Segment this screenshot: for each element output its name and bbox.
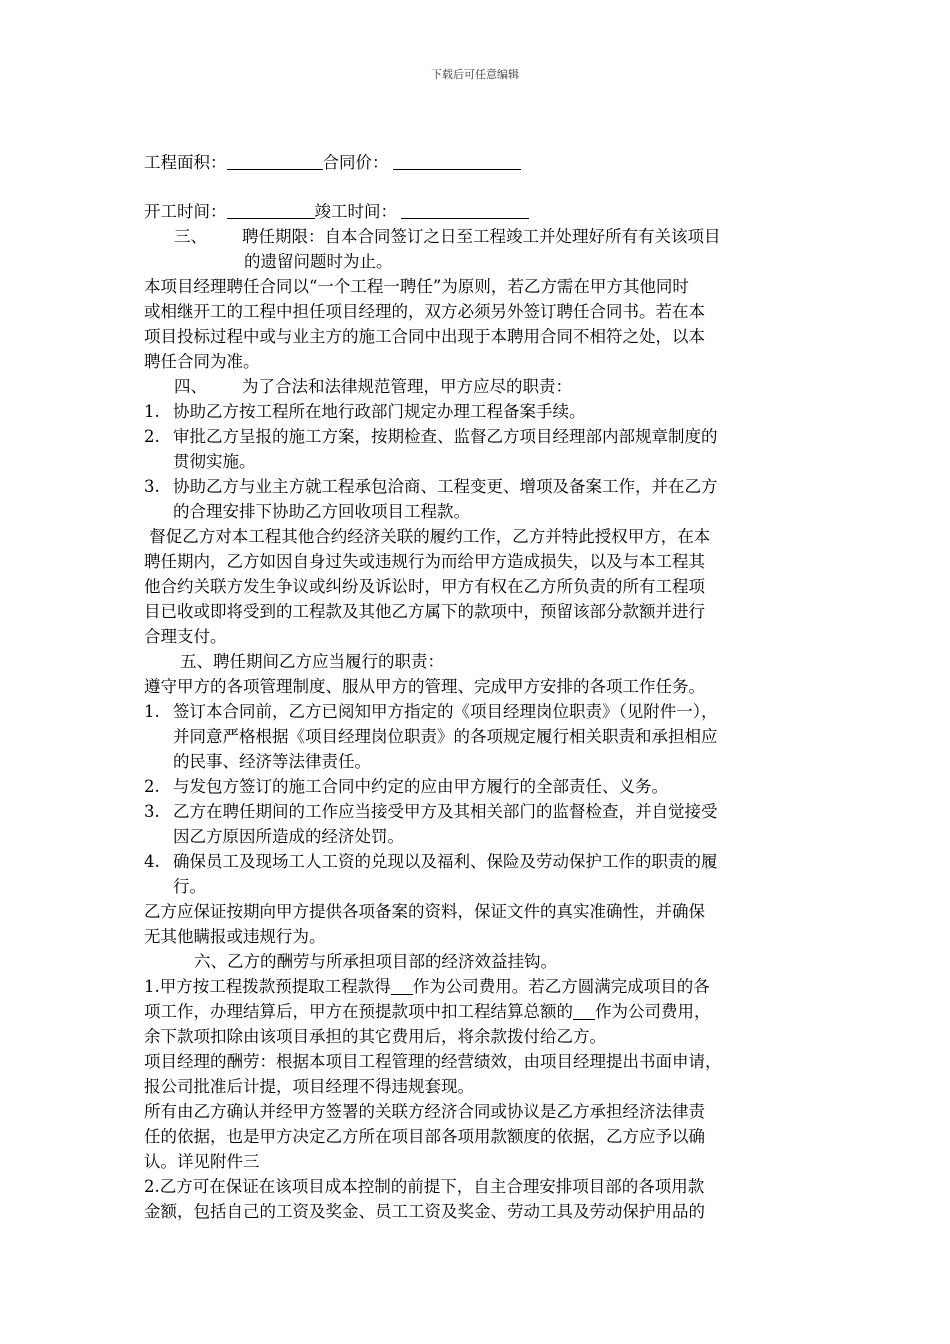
list-item-line: 的民事、经济等法律责任。 (173, 752, 371, 771)
paragraph-line: 聘任合同为准。 (144, 352, 260, 371)
paragraph-line (144, 974, 814, 999)
paragraph-line: 乙方应保证按期向甲方提供各项备案的资料，保证文件的真实准确性，并确保 (144, 902, 705, 921)
paragraph-line: 他合约关联方发生争议或纠纷及诉讼时，甲方有权在乙方所负责的所有工程项 (144, 577, 705, 596)
price-label: 合同价： (322, 153, 389, 172)
page-header: 下载后可任意编辑 (431, 68, 519, 81)
list-item-line: 贯彻实施。 (173, 452, 256, 471)
paragraph-line: 认。详见附件三 (144, 1152, 260, 1171)
list-number: 1. (144, 402, 160, 421)
list-item-line: 并同意严格根据《项目经理岗位职责》的各项规定履行相关职责和承担相应 (173, 727, 718, 746)
section-4-title: 为了合法和法律规范管理，甲方应尽的职责： (242, 377, 572, 396)
list-item (144, 774, 814, 799)
list-number: 4. (144, 852, 160, 871)
section-3-title-line-2: 的遗留问题时为止。 (244, 252, 393, 271)
list-number: 1. (144, 702, 160, 721)
section-3-title-line-1: 聘任期限：自本合同签订之日至工程竣工并处理好所有有关该项目 (242, 227, 721, 246)
text-run: 作为公司费用。若乙方圆满完成项目的各 (412, 977, 710, 996)
area-blank[interactable] (227, 151, 323, 170)
paragraph-line: 2.乙方可在保证在该项目成本控制的前提下，自主合理安排项目部的各项用款 (144, 1177, 705, 1196)
list-item (144, 424, 814, 474)
paragraph-line: 本项目经理聘任合同以“一个工程一聘任”为原则，若乙方需在甲方其他同时 (144, 277, 689, 296)
list-number: 3. (144, 477, 160, 496)
paragraph-line: 合理支付。 (144, 627, 227, 646)
paragraph-line: 项目投标过程中或与业主方的施工合同中出现于本聘用合同不相符之处，以本 (144, 327, 705, 346)
paragraph-line (144, 999, 814, 1024)
percent-blank-1[interactable] (391, 978, 413, 995)
area-label: 工程面积： (144, 153, 227, 172)
list-item-line: 的合理安排下协助乙方回收项目工程款。 (173, 502, 470, 521)
text-run: 1.甲方按工程拨款预提取工程款得 (144, 977, 391, 996)
list-item-line: 确保员工及现场工人工资的兑现以及福利、保险及劳动保护工作的职责的履 (173, 852, 718, 871)
list-item-line: 乙方在聘任期间的工作应当接受甲方及其相关部门的监督检查，并自觉接受 (173, 802, 718, 821)
price-blank[interactable] (393, 151, 521, 170)
paragraph-line: 无其他瞒报或违规行为。 (144, 927, 326, 946)
text-run: 作为公司费用， (595, 1002, 711, 1021)
paragraph-line: 任的依据，也是甲方决定乙方所在项目部各项用款额度的依据，乙方应予以确 (144, 1127, 705, 1146)
dates-line (144, 199, 814, 224)
section-3-heading (144, 224, 814, 249)
document-body (144, 150, 814, 1224)
list-number: 3. (144, 802, 160, 821)
list-item (144, 474, 814, 524)
paragraph-line: 聘任期内，乙方如因自身过失或违规行为而给甲方造成损失，以及与本工程其 (144, 552, 705, 571)
start-label: 开工时间： (144, 202, 227, 221)
list-item-line: 行。 (173, 877, 206, 896)
end-blank[interactable] (401, 200, 529, 219)
section-4-number: 四、 (174, 377, 207, 396)
paragraph-line: 或相继开工的工程中担任项目经理的，双方必须另外签订聘任合同书。若在本 (144, 302, 705, 321)
section-5-intro: 遵守甲方的各项管理制度、服从甲方的管理、完成甲方安排的各项工作任务。 (144, 677, 705, 696)
paragraph-line: 项目经理的酬劳：根据本项目工程管理的经营绩效，由项目经理提出书面申请， (144, 1052, 722, 1071)
area-price-line (144, 150, 814, 175)
section-6-heading: 六、乙方的酬劳与所承担项目部的经济效益挂钩。 (194, 952, 557, 971)
paragraph-line: 目已收或即将受到的工程款及其他乙方属下的款项中，预留该部分款额并进行 (144, 602, 705, 621)
paragraph-line: 报公司批准后计提，项目经理不得违规套现。 (144, 1077, 474, 1096)
list-number: 2. (144, 777, 160, 796)
paragraph-line: 余下款项扣除由该项目承担的其它费用后，将余款拨付给乙方。 (144, 1027, 606, 1046)
list-item-line: 因乙方原因所造成的经济处罚。 (173, 827, 404, 846)
start-blank[interactable] (227, 200, 315, 219)
list-number: 2. (144, 427, 160, 446)
list-item (144, 799, 814, 849)
end-label: 竣工时间： (314, 202, 397, 221)
section-5-heading: 五、聘任期间乙方应当履行的职责： (180, 652, 444, 671)
paragraph-line: 督促乙方对本工程其他合约经济关联的履约工作，乙方并特此授权甲方，在本 (144, 527, 711, 546)
paragraph-line: 金额，包括自己的工资及奖金、员工工资及奖金、劳动工具及劳动保护用品的 (144, 1202, 705, 1221)
section-3-number: 三、 (174, 227, 207, 246)
list-item-line: 审批乙方呈报的施工方案，按期检查、监督乙方项目经理部内部规章制度的 (173, 427, 718, 446)
text-run: 项工作，办理结算后，甲方在预提款项中扣工程结算总额的 (144, 1002, 573, 1021)
list-item-line: 签订本合同前，乙方已阅知甲方指定的《项目经理岗位职责》（见附件一）， (173, 702, 718, 721)
list-item (144, 849, 814, 899)
paragraph-line: 所有由乙方确认并经甲方签署的关联方经济合同或协议是乙方承担经济法律责 (144, 1102, 705, 1121)
list-item (144, 699, 814, 774)
percent-blank-2[interactable] (573, 1003, 595, 1020)
list-item (144, 399, 814, 424)
list-item-line: 协助乙方按工程所在地行政部门规定办理工程备案手续。 (173, 402, 586, 421)
section-4-heading (144, 374, 814, 399)
list-item-line: 与发包方签订的施工合同中约定的应由甲方履行的全部责任、义务。 (173, 777, 668, 796)
list-item-line: 协助乙方与业主方就工程承包洽商、工程变更、增项及备案工作，并在乙方 (173, 477, 718, 496)
